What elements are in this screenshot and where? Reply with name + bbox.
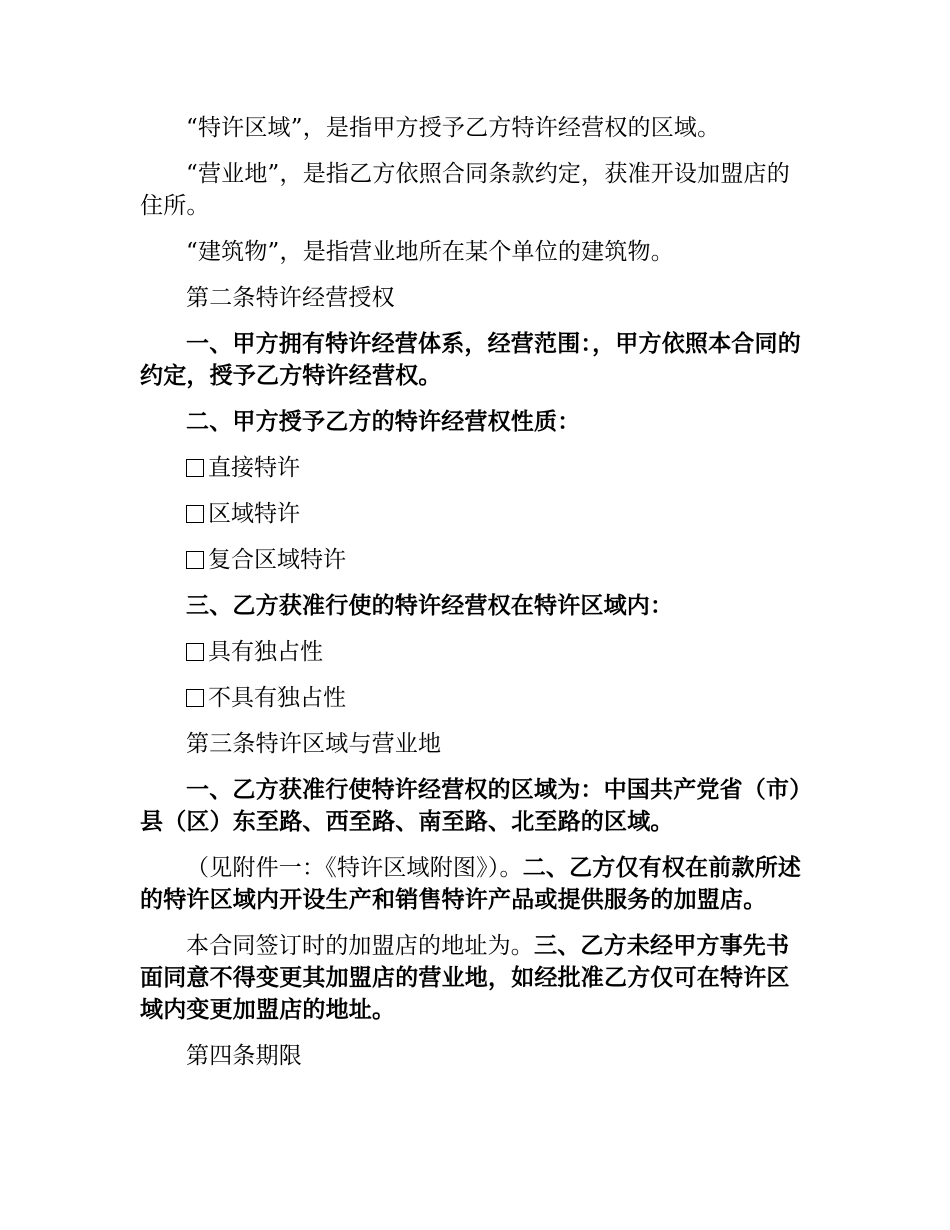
option-label: 具有独占性	[208, 639, 323, 665]
clause-text: 三、乙方获准行使的特许经营权在特许区域内：	[186, 592, 674, 619]
article-4-heading	[140, 1040, 810, 1072]
paragraph-text: “营业地”，是指乙方依照合同条款约定，获准开设加盟店的住所。	[140, 161, 790, 219]
clause-2-3	[140, 590, 810, 622]
paragraph-definition-franchise-area	[140, 112, 810, 144]
heading-text: 第四条期限	[186, 1043, 302, 1069]
clause-3-appendix-and-2	[140, 852, 810, 916]
paragraph-definition-building	[140, 236, 810, 268]
checkbox-icon[interactable]	[186, 551, 204, 569]
paragraph-definition-business-location	[140, 158, 810, 222]
clause-text: 一、乙方获准行使特许经营权的区域为：中国共产党省（市）县（区）东至路、西至路、南至路、北至路的区域。	[140, 776, 801, 835]
paragraph-text: “特许区域”，是指甲方授予乙方特许经营权的区域。	[186, 115, 721, 141]
article-3-heading	[140, 728, 810, 760]
clause-3-2-text: 二、乙方仅有权在前款所述的特许区域内开设生产和销售特许产品或提供服务的加盟店。	[140, 854, 802, 913]
clause-text: 二、甲方授予乙方的特许经营权性质：	[186, 408, 581, 435]
article-2-heading	[140, 282, 810, 314]
clause-3-1	[140, 774, 810, 838]
clause-3-address-and-3	[140, 930, 810, 1026]
document-body	[140, 112, 810, 1086]
heading-text: 第二条特许经营授权	[186, 285, 395, 311]
option-regional-franchise	[140, 498, 810, 530]
option-direct-franchise	[140, 452, 810, 484]
option-label: 区域特许	[208, 501, 300, 527]
clause-3-3-text: 三、乙方未经甲方事先书面同意不得变更其加盟店的营业地，如经批准乙方仅可在特许区域内变更加盟店的地址。	[140, 932, 790, 1023]
option-exclusive	[140, 636, 810, 668]
clause-2-1	[140, 328, 810, 392]
option-label: 直接特许	[208, 455, 300, 481]
checkbox-icon[interactable]	[186, 643, 204, 661]
address-text: 本合同签订时的加盟店的地址为。	[186, 933, 534, 959]
option-non-exclusive	[140, 682, 810, 714]
option-composite-regional-franchise	[140, 544, 810, 576]
heading-text: 第三条特许区域与营业地	[186, 731, 442, 757]
checkbox-icon[interactable]	[186, 689, 204, 707]
paragraph-text: “建筑物”，是指营业地所在某个单位的建筑物。	[186, 239, 674, 265]
checkbox-icon[interactable]	[186, 459, 204, 477]
option-label: 不具有独占性	[208, 685, 346, 711]
clause-text: 一、甲方拥有特许经营体系，经营范围：，甲方依照本合同的约定，授予乙方特许经营权。	[140, 330, 801, 389]
appendix-reference-text: （见附件一：《特许区域附图》）。	[186, 855, 523, 881]
checkbox-icon[interactable]	[186, 505, 204, 523]
clause-2-2	[140, 406, 810, 438]
option-label: 复合区域特许	[208, 547, 346, 573]
